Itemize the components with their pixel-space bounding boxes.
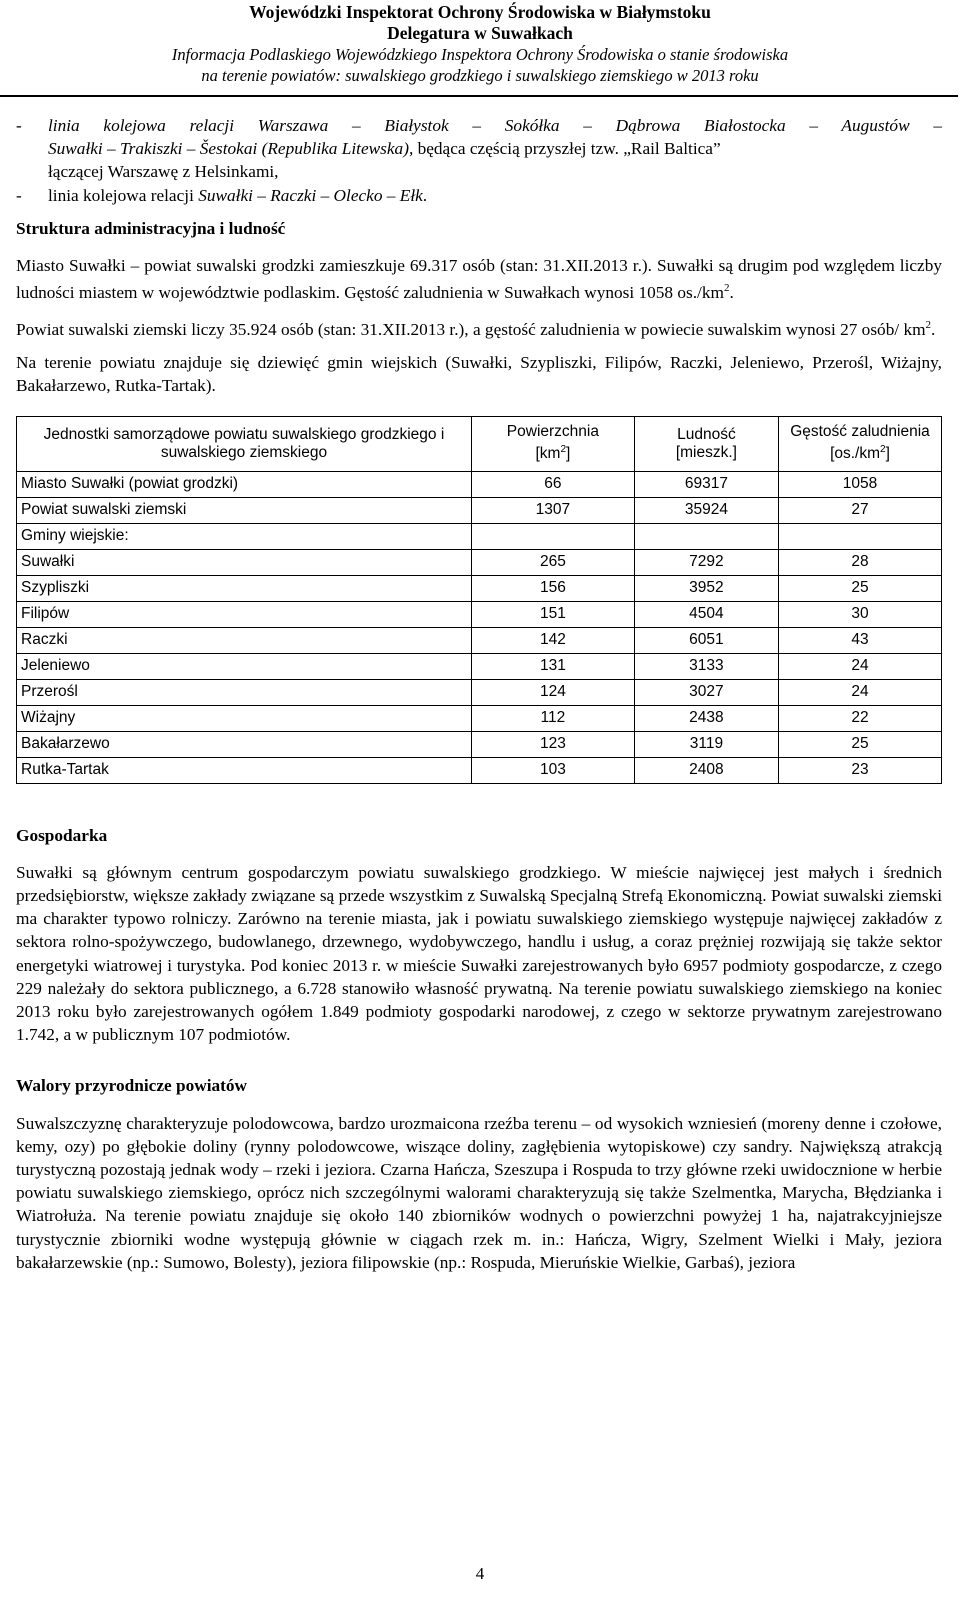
bullet-dash: - <box>16 116 22 135</box>
cell-area: 265 <box>471 549 634 575</box>
col-header-unit: Jednostki samorządowe powiatu suwalskiego grodzkiego i suwalskiego ziemskiego <box>17 416 472 471</box>
bullet-item <box>16 114 942 137</box>
cell-density: 25 <box>778 731 941 757</box>
cell-name: Szypliszki <box>17 575 472 601</box>
cell-pop: 35924 <box>634 497 778 523</box>
cell-density: 25 <box>778 575 941 601</box>
table-row <box>17 523 942 549</box>
table-row <box>17 575 942 601</box>
cell-area: 123 <box>471 731 634 757</box>
cell-density: 43 <box>778 627 941 653</box>
cell-density: 28 <box>778 549 941 575</box>
cell-pop: 7292 <box>634 549 778 575</box>
section-title-nature: Walory przyrodnicze powiatów <box>16 1076 248 1096</box>
bullet-continuation: Suwałki – Trakiszki – Šestokai (Republika Litewska), będąca częścią przyszłej tzw. „Rail Baltica” <box>48 139 721 159</box>
bullet-dash: - <box>16 185 22 205</box>
header-institution: Wojewódzki Inspektorat Ochrony Środowiska w Białymstoku <box>249 2 711 22</box>
paragraph: Suwalszczyznę charakteryzuje polodowcowa, bardzo urozmaicona rzeźba terenu – od wysokich wzniesień (moreny denne i czołowe, kemy, ozy) po głębokie doliny (rynny polodowcowe, wiszące doliny, zagłębienia wytopiskowe) czy sandry. Największą atrakcją turystyczną pozostają jednak wody – rzeki i jeziora. Czarna Hańcza, Szeszupa i Rospuda to trzy główne rzeki uwidocznione w herbie powiatu suwalskiego ziemskiego, oprócz nich szczególnymi walorami charakteryzują się także Szelmentka, Marycha, Błędzianka i Wiatrołuża. Na terenie powiatu znajduje się około 140 zbiorników wodnych o powierzchni powyżej 1 ha, najatrakcyjniejsze turystycznie zbiorniki wodne występują głównie w ciągach rzek m. in.: Hańcza, Wigry, Szelment Wielki i Mały, jeziora bakałarzewskie (np.: Sumowo, Bolesty), jeziora filipowskie (np.: Rospuda, Mieruńskie Wielkie, Garbaś), jeziora <box>16 1113 942 1272</box>
cell-name: Wiżajny <box>17 705 472 731</box>
cell-pop <box>634 523 778 549</box>
bullet-continuation: łączącej Warszawę z Helsinkami, <box>48 162 279 182</box>
table-row <box>17 705 942 731</box>
table-row <box>17 497 942 523</box>
table-row <box>17 627 942 653</box>
table-row <box>17 601 942 627</box>
cell-pop: 69317 <box>634 471 778 497</box>
cell-name: Suwałki <box>17 549 472 575</box>
paragraph: Miasto Suwałki – powiat suwalski grodzki zamieszkuje 69.317 osób (stan: 31.XII.2013 r.). Suwałki są drugim pod względem liczby ludności miastem w województwie podlaskim. Gęstość zaludnienia w Suwałkach wynosi 1058 $os./km^2$. <box>16 256 942 302</box>
header-divider <box>0 95 958 97</box>
cell-pop: 3133 <box>634 653 778 679</box>
cell-area: 131 <box>471 653 634 679</box>
page-number: 4 <box>475 1564 485 1583</box>
cell-density: 1058 <box>778 471 941 497</box>
table-row <box>17 653 942 679</box>
cell-name: Filipów <box>17 601 472 627</box>
cell-name: Jeleniewo <box>17 653 472 679</box>
cell-pop: 3119 <box>634 731 778 757</box>
paragraph: Na terenie powiatu znajduje się dziewięć gmin wiejskich (Suwałki, Szypliszki, Filipów, Raczki, Jeleniewo, Przerośl, Wiżajny, Bakałarzewo, Rutka-Tartak). <box>16 353 942 396</box>
cell-area: 142 <box>471 627 634 653</box>
cell-pop: 6051 <box>634 627 778 653</box>
cell-density <box>778 523 941 549</box>
population-table <box>16 416 942 784</box>
table-row <box>17 471 942 497</box>
section-title-economy: Gospodarka <box>16 825 108 845</box>
cell-area: 124 <box>471 679 634 705</box>
cell-area: 151 <box>471 601 634 627</box>
table-row <box>17 679 942 705</box>
cell-density: 22 <box>778 705 941 731</box>
paragraph: Suwałki są głównym centrum gospodarczym powiatu suwalskiego grodzkiego. W mieście najwięcej jest małych i średnich przedsiębiorstw, większe zakłady związane są przede wszystkim z Suwalską Specjalną Strefą Ekonomiczną. Powiat suwalski ziemski ma charakter typowo rolniczy. Zarówno na terenie miasta, jak i powiatu suwalskiego ziemskiego występuje najwięcej zakładów z sektora rolno-spożywczego, budowlanego, drzewnego, wydobywczego, handlu i usług, a coraz prężniej rozwijają się także sektor energetyki wiatrowej i turystyka. Pod koniec 2013 r. w mieście Suwałki zarejestrowanych było 6957 podmioty gospodarcze, z czego 229 należały do sektora publicznego, a 6.728 stanowiło własność prywatną. Na terenie powiatu suwalskiego ziemskiego na koniec 2013 roku było zarejestrowanych ogółem 1.849 podmioty gospodarki narodowej, z czego w sektorze prywatnym zarejestrowano 1.742, a w publicznym 107 podmiotów. <box>16 862 942 1045</box>
cell-pop: 3952 <box>634 575 778 601</box>
header-delegation: Delegatura w Suwałkach <box>387 23 573 43</box>
cell-name: Miasto Suwałki (powiat grodzki) <box>17 471 472 497</box>
header-report-subtitle: na terenie powiatów: suwalskiego grodzkiego i suwalskiego ziemskiego w 2013 roku <box>201 66 759 85</box>
cell-area: 66 <box>471 471 634 497</box>
cell-pop: 2408 <box>634 757 778 783</box>
cell-name: Przerośl <box>17 679 472 705</box>
table-row <box>17 731 942 757</box>
bullet-line: linia kolejowa relacji Warszawa – Białystok – Sokółka – Dąbrowa Białostocka – Augustów – <box>48 116 942 135</box>
cell-density: 24 <box>778 679 941 705</box>
cell-area: 103 <box>471 757 634 783</box>
cell-density: 24 <box>778 653 941 679</box>
section-title-admin: Struktura administracyjna i ludność <box>16 218 286 238</box>
bullet-item: - linia kolejowa relacji Suwałki – Raczki – Olecko – Ełk. <box>16 184 942 207</box>
cell-name: Powiat suwalski ziemski <box>17 497 472 523</box>
cell-area <box>471 523 634 549</box>
document-body <box>16 114 942 1274</box>
table-row <box>17 757 942 783</box>
paragraph: Powiat suwalski ziemski liczy 35.924 osób (stan: 31.XII.2013 r.), a gęstość zaludnienia w powiecie suwalskim wynosi 27 osób/ $km^2$. <box>16 319 936 339</box>
cell-pop: 2438 <box>634 705 778 731</box>
cell-name: Gminy wiejskie: <box>17 523 472 549</box>
cell-pop: 4504 <box>634 601 778 627</box>
cell-area: 1307 <box>471 497 634 523</box>
cell-name: Raczki <box>17 627 472 653</box>
cell-density: 27 <box>778 497 941 523</box>
cell-density: 23 <box>778 757 941 783</box>
page-header <box>0 2 960 86</box>
col-header-area: Powierzchnia $[km^2]$ <box>471 416 634 471</box>
cell-pop: 3027 <box>634 679 778 705</box>
cell-density: 30 <box>778 601 941 627</box>
cell-name: Rutka-Tartak <box>17 757 472 783</box>
cell-area: 156 <box>471 575 634 601</box>
col-header-density: Gęstość zaludnienia $[os./km^2]$ <box>778 416 941 471</box>
table-row <box>17 549 942 575</box>
col-header-population: Ludność [mieszk.] <box>634 416 778 471</box>
cell-name: Bakałarzewo <box>17 731 472 757</box>
cell-area: 112 <box>471 705 634 731</box>
table-header-row <box>17 416 942 471</box>
header-report-title: Informacja Podlaskiego Wojewódzkiego Inspektora Ochrony Środowiska o stanie środowiska <box>171 45 789 64</box>
